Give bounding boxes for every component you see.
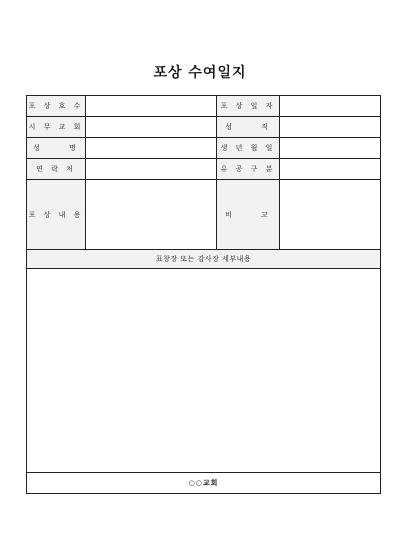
form-row-footer [27, 473, 381, 494]
field-award-date[interactable] [280, 96, 381, 117]
award-record-form [26, 95, 381, 494]
field-remarks[interactable] [280, 180, 381, 250]
field-name[interactable] [86, 138, 217, 159]
form-row-name [27, 138, 381, 159]
field-position[interactable] [280, 117, 381, 138]
field-details[interactable] [27, 269, 381, 473]
form-row-details [27, 269, 381, 473]
field-award-number[interactable] [86, 96, 217, 117]
form-row-church [27, 117, 381, 138]
form-row-contact [27, 159, 381, 180]
field-contact[interactable] [86, 159, 217, 180]
field-birthdate[interactable] [280, 138, 381, 159]
label-contact: 연 락 처 [27, 159, 86, 180]
label-position: 성 직 [217, 117, 280, 138]
footer-church-name: ○○교회 [27, 473, 381, 494]
field-award-content[interactable] [86, 180, 217, 250]
label-award-date: 포 상 일 자 [217, 96, 280, 117]
form-row-award-number [27, 96, 381, 117]
details-section-header: 표창장 또는 감사장 세부내용 [27, 250, 381, 269]
label-church: 시 무 교 회 [27, 117, 86, 138]
form-row-award-content [27, 180, 381, 250]
label-remarks: 비 고 [217, 180, 280, 250]
page-title: 포상 수여일지 [153, 65, 247, 81]
label-birthdate: 생 년 월 일 [217, 138, 280, 159]
label-name: 성 명 [27, 138, 86, 159]
label-award-content: 포 상 내 용 [27, 180, 86, 250]
label-merit-type: 유 공 구 분 [217, 159, 280, 180]
label-award-number: 포 상 호 수 [27, 96, 86, 117]
field-church[interactable] [86, 117, 217, 138]
form-row-details-header [27, 250, 381, 269]
field-merit-type[interactable] [280, 159, 381, 180]
